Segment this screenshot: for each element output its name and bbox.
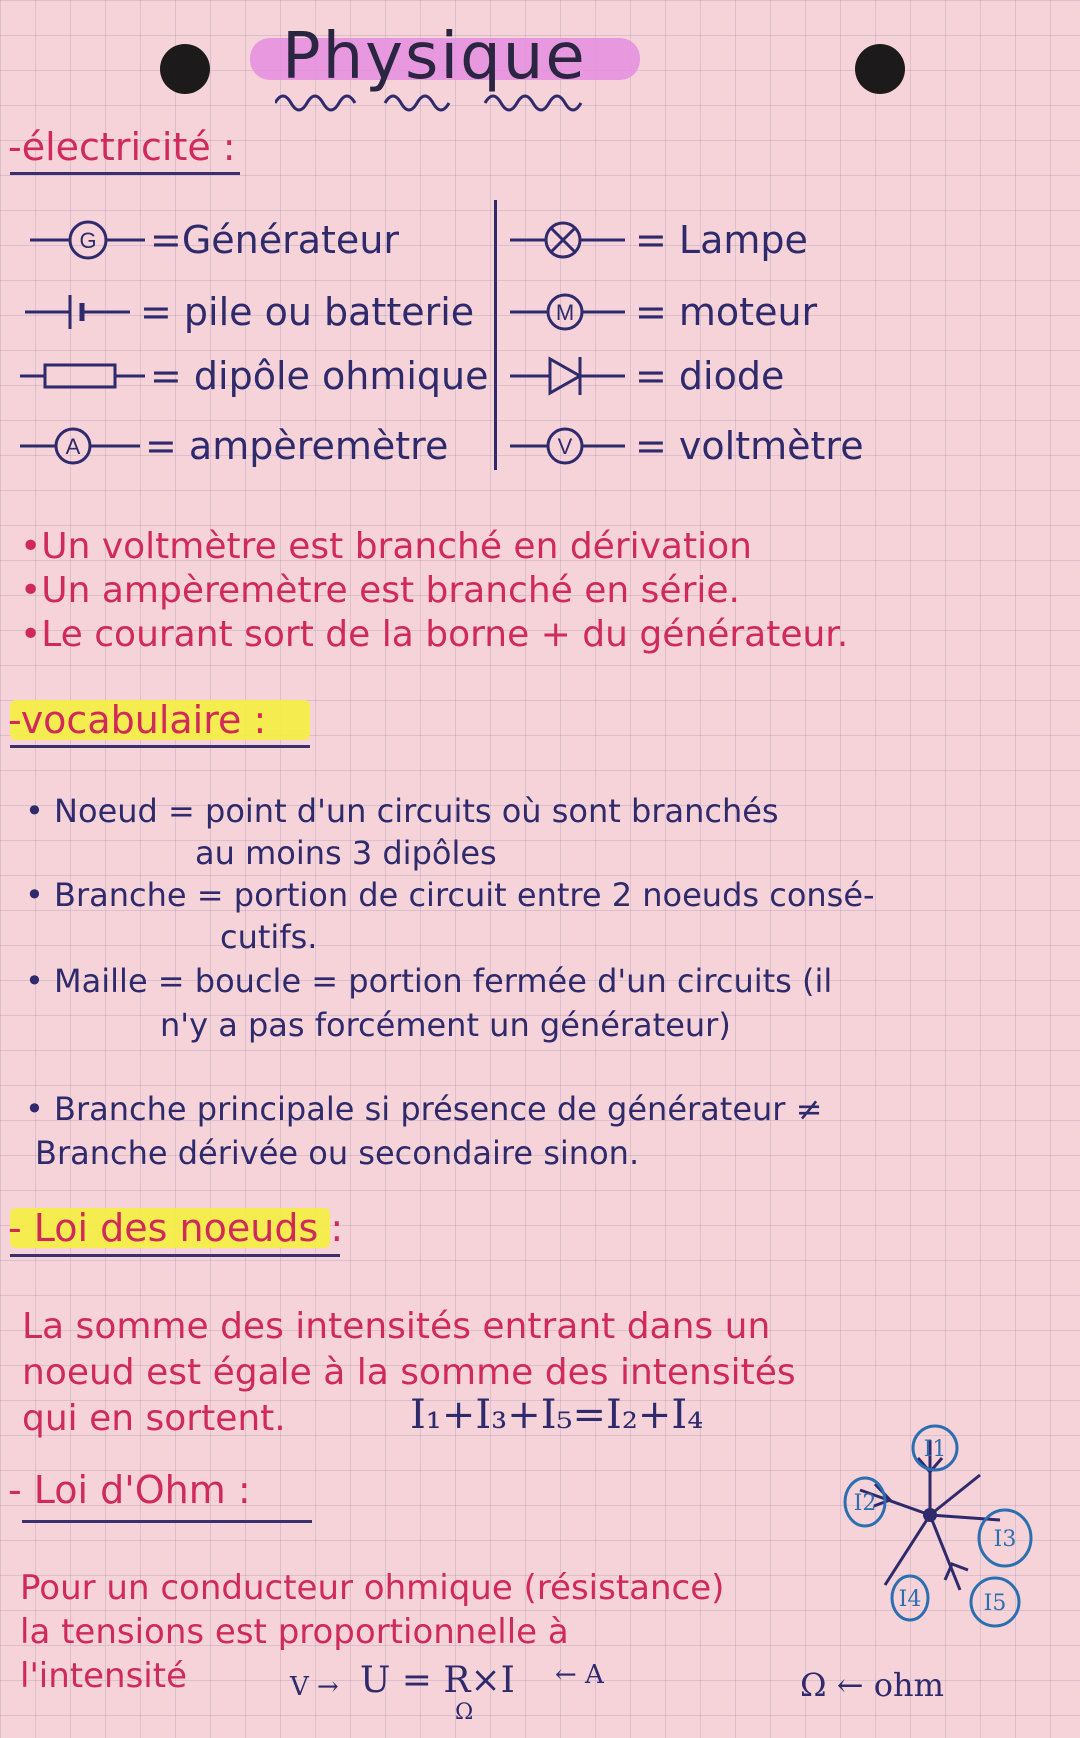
heading-loi-ohm-underline	[22, 1520, 312, 1523]
ohm-formula-v-prefix: V →	[290, 1672, 339, 1702]
diagram-label-i3: I3	[993, 1527, 1017, 1552]
heading-electricite: -électricité :	[8, 125, 236, 169]
vocab-branche-principale-line2: Branche dérivée ou secondaire sinon.	[35, 1134, 640, 1172]
svg-text:V: V	[557, 434, 573, 459]
ohm-unit-note: Ω ← ohm	[800, 1666, 944, 1704]
svg-text:M: M	[555, 300, 575, 325]
loi-ohm-text-line3: l'intensité	[20, 1656, 187, 1696]
loi-noeuds-text-line1: La somme des intensités entrant dans un	[22, 1306, 771, 1347]
vocab-noeud-line1: • Noeud = point d'un circuits où sont branchés	[25, 792, 779, 830]
ammeter-symbol-icon	[15, 421, 145, 471]
heading-electricite-underline	[10, 172, 240, 175]
symbol-label-lamp: = Lampe	[635, 218, 808, 262]
loi-noeuds-text-line3: qui en sortent.	[22, 1398, 286, 1439]
symbol-row-resistor	[15, 346, 488, 406]
page-title: Physique	[282, 20, 587, 94]
symbol-row-lamp	[505, 210, 808, 270]
symbol-row-generator	[20, 210, 399, 270]
resistor-symbol-icon	[15, 351, 150, 401]
ohm-formula-main: U = R×I	[360, 1660, 515, 1701]
heading-loi-noeuds-underline	[10, 1254, 340, 1257]
note-amperemetre: •Un ampèremètre est branché en série.	[20, 570, 740, 611]
binder-hole-left	[160, 44, 210, 94]
symbol-label-diode: = diode	[635, 354, 785, 398]
vocab-branche-principale-line1: • Branche principale si présence de générateur ≠	[25, 1090, 823, 1128]
svg-text:G: G	[79, 228, 97, 253]
diagram-label-i2: I2	[853, 1491, 877, 1516]
symbol-row-voltmeter	[505, 416, 864, 476]
note-courant: •Le courant sort de la borne + du générateur.	[20, 614, 849, 655]
symbol-row-battery	[20, 282, 474, 342]
motor-symbol-icon	[505, 287, 635, 337]
diagram-label-i5: I5	[983, 1591, 1007, 1616]
ohm-formula-a-suffix: ← A	[555, 1660, 604, 1690]
generator-symbol-icon	[20, 215, 150, 265]
symbol-label-generator: =Générateur	[150, 218, 400, 262]
vocab-noeud-line2: au moins 3 dipôles	[195, 834, 497, 872]
symbol-label-ammeter: = ampèremètre	[145, 424, 449, 468]
vocab-maille-line2: n'y a pas forcément un générateur)	[160, 1006, 731, 1044]
heading-loi-noeuds: - Loi des noeuds :	[8, 1206, 344, 1250]
diode-symbol-icon	[505, 351, 635, 401]
diagram-label-i1: I1	[923, 1437, 947, 1462]
binder-hole-right	[855, 44, 905, 94]
diagram-label-i4: I4	[898, 1587, 922, 1612]
loi-noeuds-formula: I₁+I₃+I₅=I₂+I₄	[410, 1392, 704, 1438]
symbol-label-battery: = pile ou batterie	[140, 290, 475, 334]
symbol-row-diode	[505, 346, 784, 406]
battery-symbol-icon	[20, 287, 140, 337]
symbol-table-divider	[494, 200, 497, 470]
svg-text:A: A	[65, 434, 81, 459]
symbol-row-ammeter	[15, 416, 448, 476]
heading-loi-ohm: - Loi d'Ohm :	[8, 1468, 251, 1512]
loi-ohm-text-line1: Pour un conducteur ohmique (résistance)	[20, 1568, 725, 1608]
title-squiggle-decoration	[275, 88, 605, 118]
ohm-formula-under: Ω	[455, 1700, 474, 1725]
symbol-label-voltmeter: = voltmètre	[635, 424, 864, 468]
lamp-symbol-icon	[505, 215, 635, 265]
note-voltmetre: •Un voltmètre est branché en dérivation	[20, 526, 752, 567]
vocab-branche-line1: • Branche = portion de circuit entre 2 noeuds consé-	[25, 876, 875, 914]
loi-noeuds-text-line2: noeud est égale à la somme des intensités	[22, 1352, 796, 1393]
symbol-row-motor	[505, 282, 817, 342]
symbol-label-resistor: = dipôle ohmique	[150, 354, 489, 398]
vocab-branche-line2: cutifs.	[220, 918, 318, 956]
vocab-maille-line1: • Maille = boucle = portion fermée d'un circuits (il	[25, 962, 833, 1000]
node-diagram	[830, 1420, 1050, 1630]
loi-ohm-text-line2: la tensions est proportionnelle à	[20, 1612, 569, 1652]
voltmeter-symbol-icon	[505, 421, 635, 471]
heading-vocabulaire-underline	[10, 745, 310, 748]
heading-vocabulaire: -vocabulaire :	[8, 698, 267, 742]
symbol-label-motor: = moteur	[635, 290, 818, 334]
